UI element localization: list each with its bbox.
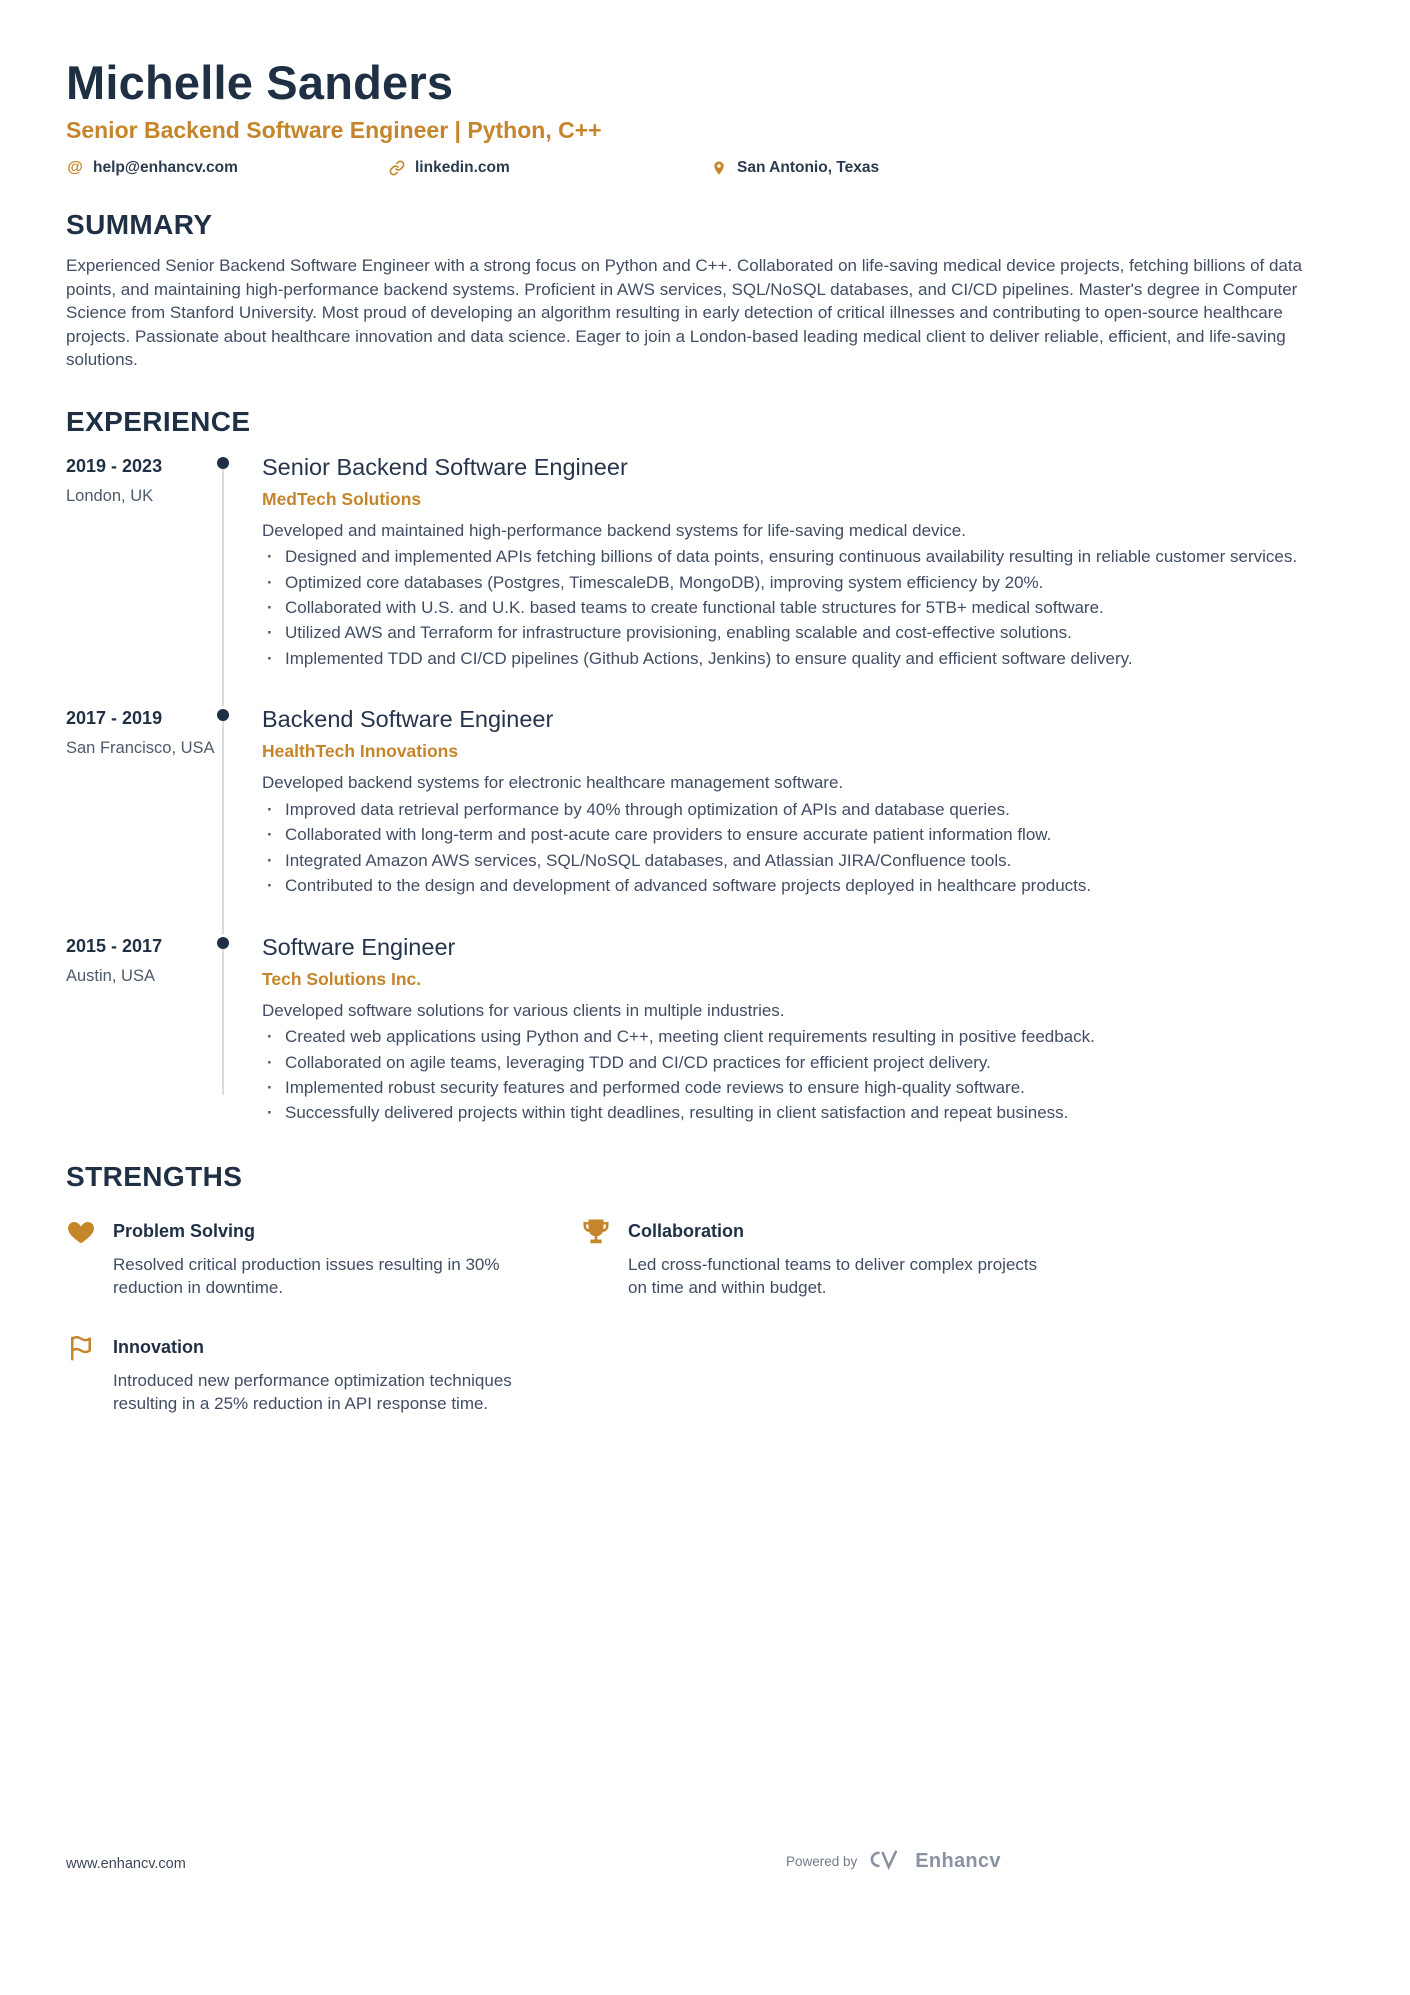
contact-linkedin-text[interactable]: linkedin.com — [415, 159, 510, 177]
flag-icon — [66, 1333, 98, 1365]
strength-item — [66, 1217, 541, 1299]
email-icon: @ — [67, 159, 83, 177]
link-icon — [388, 159, 406, 177]
job-bullet: · Collaborated on agile teams, leveraging TDD and CI/CD practices for efficient project delivery. — [262, 1051, 1344, 1074]
job-company: HealthTech Innovations — [262, 741, 459, 762]
contact-linkedin[interactable] — [388, 159, 710, 177]
strengths-grid — [66, 1217, 1056, 1415]
candidate-name: Michelle Sanders — [66, 56, 454, 109]
job-title: Senior Backend Software Engineer — [262, 453, 628, 480]
job-company: Tech Solutions Inc. — [262, 968, 422, 989]
job-entry — [66, 454, 1344, 671]
experience-section — [66, 406, 1344, 1125]
job-dates: 2015 - 2017 — [66, 935, 163, 956]
timeline — [216, 706, 262, 897]
strengths-heading: STRENGTHS — [66, 1160, 243, 1192]
job-body — [262, 454, 1344, 671]
contact-row — [66, 159, 1344, 177]
strength-title: Problem Solving — [113, 1220, 256, 1241]
job-body — [262, 706, 1344, 897]
timeline-dot — [217, 937, 229, 949]
heart-icon — [66, 1217, 98, 1249]
job-description: Developed software solutions for various clients in multiple industries. — [262, 1000, 785, 1020]
job-bullet: · Utilized AWS and Terraform for infrastructure provisioning, enabling scalable and cost-effective solutions. — [262, 621, 1344, 644]
job-description: Developed backend systems for electronic healthcare management software. — [262, 773, 844, 793]
job-bullet: · Implemented robust security features and performed code reviews to ensure high-quality software. — [262, 1076, 1344, 1099]
job-bullet: · Implemented TDD and CI/CD pipelines (Github Actions, Jenkins) to ensure quality and efficient software delivery. — [262, 647, 1344, 670]
job-dates: 2017 - 2019 — [66, 708, 163, 729]
enhancv-logo-icon — [867, 1848, 905, 1874]
job-list — [66, 454, 1344, 1125]
enhancv-brand: Enhancv — [915, 1849, 1001, 1872]
job-description: Developed and maintained high-performance backend systems for life-saving medical device. — [262, 520, 966, 540]
job-bullet: · Collaborated with long-term and post-acute care providers to ensure accurate patient information flow. — [262, 823, 1344, 846]
strength-title: Innovation — [113, 1337, 204, 1358]
job-bullet: · Collaborated with U.S. and U.K. based teams to create functional table structures for 5TB+ medical software. — [262, 596, 1344, 619]
job-bullet: · Designed and implemented APIs fetching billions of data points, ensuring continuous availability resulting in reliable customer services. — [262, 545, 1344, 568]
summary-text: Experienced Senior Backend Software Engineer with a strong focus on Python and C++. Collaborated on life-saving medical device projects, fetching billions of data points, and maintaining high-performance backend systems. Proficient in AWS services, SQL/NoSQL databases, and CI/CD pipelines. Master's degree in Computer Science from Stanford University. Most proud of developing an algorithm resulting in early detection of critical illnesses and contributing to open-source healthcare projects. Passionate about healthcare innovation and data science. Eager to join a London-based leading medical client to deliver reliable, efficient, and life-saving solutions. — [66, 256, 1303, 370]
strength-text: Led cross-functional teams to deliver complex projects on time and within budget. — [628, 1254, 1038, 1298]
page-footer — [0, 1848, 1410, 1888]
job-bullet-list — [262, 1025, 1344, 1125]
strength-text: Introduced new performance optimization techniques resulting in a 25% reduction in API response time. — [113, 1371, 512, 1414]
job-company: MedTech Solutions — [262, 488, 422, 509]
experience-heading: EXPERIENCE — [66, 405, 251, 437]
job-bullet: · Improved data retrieval performance by 40% through optimization of APIs and database queries. — [262, 798, 1344, 821]
job-entry — [66, 934, 1344, 1125]
contact-location-text: San Antonio, Texas — [737, 159, 880, 177]
trophy-icon — [581, 1217, 613, 1249]
strengths-section — [66, 1161, 1344, 1415]
job-location: London, UK — [66, 486, 154, 505]
job-bullet: · Integrated Amazon AWS services, SQL/NoSQL databases, and Atlassian JIRA/Confluence tools. — [262, 849, 1344, 872]
strength-title: Collaboration — [628, 1220, 744, 1241]
strength-text: Resolved critical production issues resulting in 30% reduction in downtime. — [113, 1254, 500, 1298]
job-bullet: · Successfully delivered projects within tight deadlines, resulting in client satisfaction and repeat business. — [262, 1101, 1344, 1124]
job-body — [262, 934, 1344, 1125]
resume-header — [66, 58, 1344, 177]
job-title: Backend Software Engineer — [262, 706, 554, 733]
job-bullet-list — [262, 545, 1344, 670]
job-title: Software Engineer — [262, 933, 456, 960]
powered-by-label: Powered by — [786, 1853, 858, 1869]
job-bullet-list — [262, 798, 1344, 898]
job-meta — [66, 934, 216, 1125]
location-icon — [710, 159, 728, 177]
job-bullet: · Created web applications using Python and C++, meeting client requirements resulting in positive feedback. — [262, 1025, 1344, 1048]
job-dates: 2019 - 2023 — [66, 455, 163, 476]
timeline-dot — [217, 709, 229, 721]
strength-item — [66, 1333, 541, 1415]
job-meta — [66, 454, 216, 671]
job-bullet: · Contributed to the design and development of advanced software projects deployed in healthcare products. — [262, 874, 1344, 897]
job-location: San Francisco, USA — [66, 739, 215, 758]
contact-email[interactable] — [66, 159, 388, 177]
summary-heading: SUMMARY — [66, 209, 213, 241]
timeline — [216, 934, 262, 1125]
powered-by — [786, 1848, 1001, 1874]
job-location: Austin, USA — [66, 966, 155, 985]
summary-section — [66, 209, 1344, 371]
candidate-title: Senior Backend Software Engineer | Python, C++ — [66, 117, 602, 144]
job-meta — [66, 706, 216, 897]
timeline — [216, 454, 262, 671]
contact-email-text[interactable]: help@enhancv.com — [93, 159, 238, 177]
timeline-dot — [217, 457, 229, 469]
job-bullet: · Optimized core databases (Postgres, TimescaleDB, MongoDB), improving system efficiency by 20%. — [262, 571, 1344, 594]
job-entry — [66, 706, 1344, 897]
contact-location — [710, 159, 1032, 177]
footer-website[interactable]: www.enhancv.com — [66, 1856, 186, 1872]
strength-item — [581, 1217, 1056, 1299]
